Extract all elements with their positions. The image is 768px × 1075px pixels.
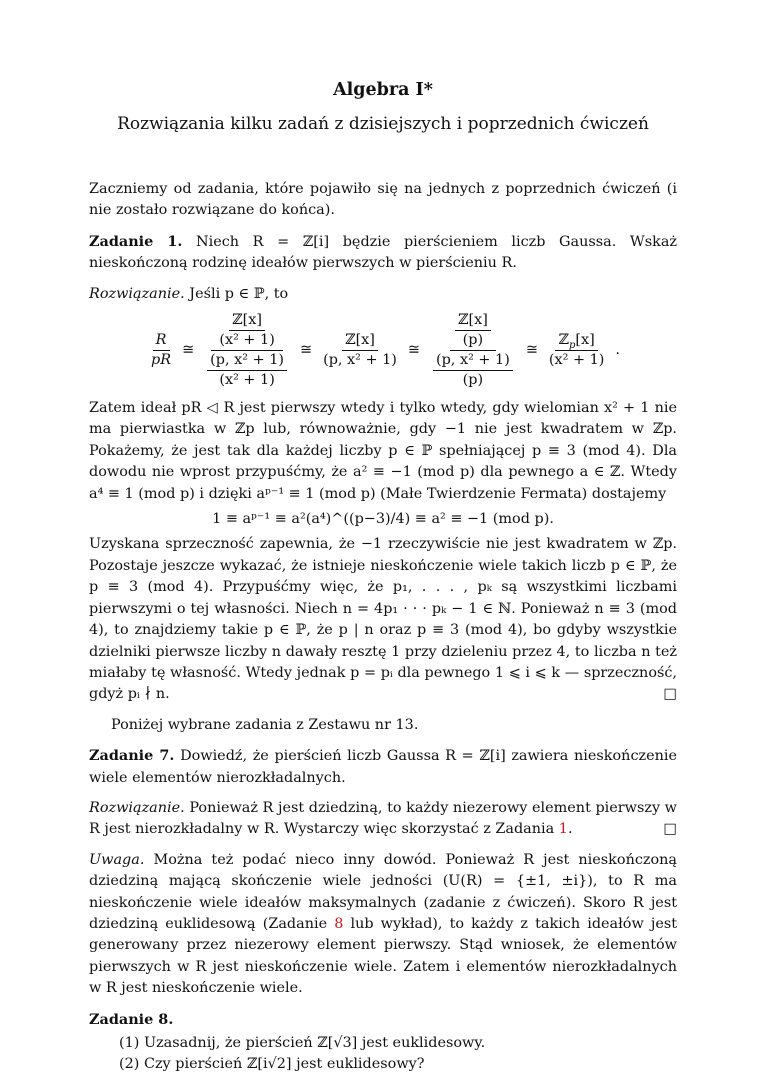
exercise-7-label: Zadanie 7. (89, 747, 175, 765)
solution-1-lead-text: Jeśli p ∈ ℙ, to (189, 285, 289, 302)
document-page (89, 78, 677, 1075)
intro-paragraph: Zaczniemy od zadania, które pojawiło się na jednych z poprzednich ćwiczeń (i nie zostało rozwiązane do końca). (89, 181, 677, 219)
remark: Uwaga. Można też podać nieco inny dowód. Ponieważ R jest nieskończoną dziedziną mającą skończenie wiele jedności (U(R) = {±1, ±i}), to R ma nieskończenie wiele ideałów maksymalnych (zadanie z ćwiczeń). Skoro R jest dziedziną euklidesową (Zadanie 8 lub wykład), to każdy z takich ideałów jest generowany przez niezerowy element pierwszy. Stąd wniosek, że elementów pierwszych w R jest nieskończenie wiele. Zatem i elementów nierozkładalnych w R jest nieskończenie wiele. (89, 851, 678, 997)
solution-7-label: Rozwiązanie. (89, 799, 185, 816)
list-item: (2) Czy pierścień ℤ[i√2] jest euklidesowy? (119, 1056, 425, 1072)
exercise-8 (89, 1009, 677, 1031)
doc-title: Algebra I* (333, 80, 433, 100)
exercise-1-label: Zadanie 1. (89, 232, 183, 250)
frac-nested-1: $\frac{\frac{\text{ℤ[x]}}{\text{(x² + 1)}}}{\frac{\text{(p, x² + 1)}}{\text{(x² + 1)}}}$ (202, 311, 292, 390)
qed-symbol: □ (663, 821, 677, 838)
exercise-7 (89, 745, 677, 789)
set-13-note: Poniżej wybrane zadania z Zestawu nr 13. (111, 716, 419, 733)
exercise-8-link[interactable]: 8 (334, 915, 344, 932)
list-item: (1) Uzasadnij, że pierścień ℤ[√3] jest euklidesowy. (119, 1035, 486, 1051)
frac-nested-2: $\frac{\frac{\text{ℤ[x]}}{(p)}}{\frac{\text{(p, x² + 1)}}{(p)}}$ (428, 311, 518, 390)
exercise-8-items (119, 1033, 677, 1075)
exercise-8-label: Zadanie 8. (89, 1010, 174, 1028)
solution-1-lead (89, 284, 677, 305)
qed-symbol: □ (663, 686, 677, 703)
solution-1-paragraph-1: Zatem ideał pR ◁ R jest pierwszy wtedy i tylko wtedy, gdy wielomian x² + 1 nie ma pierwiastka w ℤp lub, równoważnie, gdy −1 nie jest kwadratem w ℤp. Pokażemy, że jest tak dla każdej liczby p ∈ ℙ spełniającej p ≡ 3 (mod 4). Dla dowodu nie wprost przypuśćmy, że a² ≡ −1 (mod p) dla pewnego a ∈ ℤ. Wtedy a⁴ ≡ 1 (mod p) i dzięki aᵖ⁻¹ ≡ 1 (mod p) (Małe Twierdzenie Fermata) dostajemy (89, 400, 677, 502)
doc-subtitle: Rozwiązania kilku zadań z dzisiejszych i poprzednich ćwiczeń (117, 114, 649, 134)
isomorphism-equation: $\frac{R}{pR}$ ≅ $\frac{\frac{\text{ℤ[x]}}{\text{(x² + 1)}}}{\frac{\text{(p, x² + 1)}}{\text{(x² + 1)}}}$ ≅ $\frac{\text{ℤ[x]}}{\text{(p, x² + 1)}}$ ≅ $\frac{\frac{\text{ℤ[x]}}{(p)}}{\frac{\text{(p, x² + 1)}}{(p)}}$ ≅ $\frac{ℤ_p[x]}{\text{(x² + 1)}}$ . (89, 311, 677, 390)
frac-zx-px21: $\frac{\text{ℤ[x]}}{\text{(p, x² + 1)}}$ (323, 332, 397, 369)
frac-r-pr: $\frac{R}{pR}$ (151, 332, 172, 369)
exercise-1 (89, 231, 677, 275)
solution-1-paragraph-2: Uzyskana sprzeczność zapewnia, że −1 rzeczywiście nie jest kwadratem w ℤp. Pozostaje jeszcze wykazać, że istnieje nieskończenie wiele takich liczb p ∈ ℙ, że p ≡ 3 (mod 4). Przypuśćmy więc, że p₁, . . . , pₖ są wszystkimi liczbami pierwszymi o tej własności. Niech n = 4p₁ · · · pₖ − 1 ∈ ℕ. Ponieważ n ≡ 3 (mod 4), to znajdziemy takie p ∈ ℙ, że p | n oraz p ≡ 3 (mod 4), bo gdyby wszystkie dzielniki pierwsze liczby n dawały resztę 1 przy dzieleniu przez 4, to liczba n też miałaby tę własność. Wtedy jednak p = pᵢ dla pewnego 1 ⩽ i ⩽ k — sprzeczność, gdyż pᵢ ∤ n. □ (89, 534, 677, 705)
exercise-1-text: Niech R = ℤ[i] będzie pierścieniem liczb Gaussa. Wskaż nieskończoną rodzinę ideałów pierwszych w pierścieniu R. (89, 233, 677, 272)
exercise-7-text: Dowiedź, że pierścień liczb Gaussa R = ℤ[i] zawiera nieskończenie wiele elementów nierozkładalnych. (89, 748, 677, 786)
solution-7: Rozwiązanie. Ponieważ R jest dziedziną, to każdy niezerowy element pierwszy w R jest nierozkładalny w R. Wystarczy więc skorzystać z Zadania 1. □ (89, 798, 677, 841)
fermat-equation: 1 ≡ aᵖ⁻¹ ≡ a²(a⁴)^((p−3)/4) ≡ a² ≡ −1 (mod p). (212, 511, 554, 528)
frac-zp-x21: $\frac{ℤ_p[x]}{\text{(x² + 1)}}$ (548, 332, 605, 369)
solution-1-label: Rozwiązanie. (89, 285, 185, 302)
remark-label: Uwaga. (89, 851, 145, 868)
exercise-1-link[interactable]: 1 (558, 821, 568, 838)
